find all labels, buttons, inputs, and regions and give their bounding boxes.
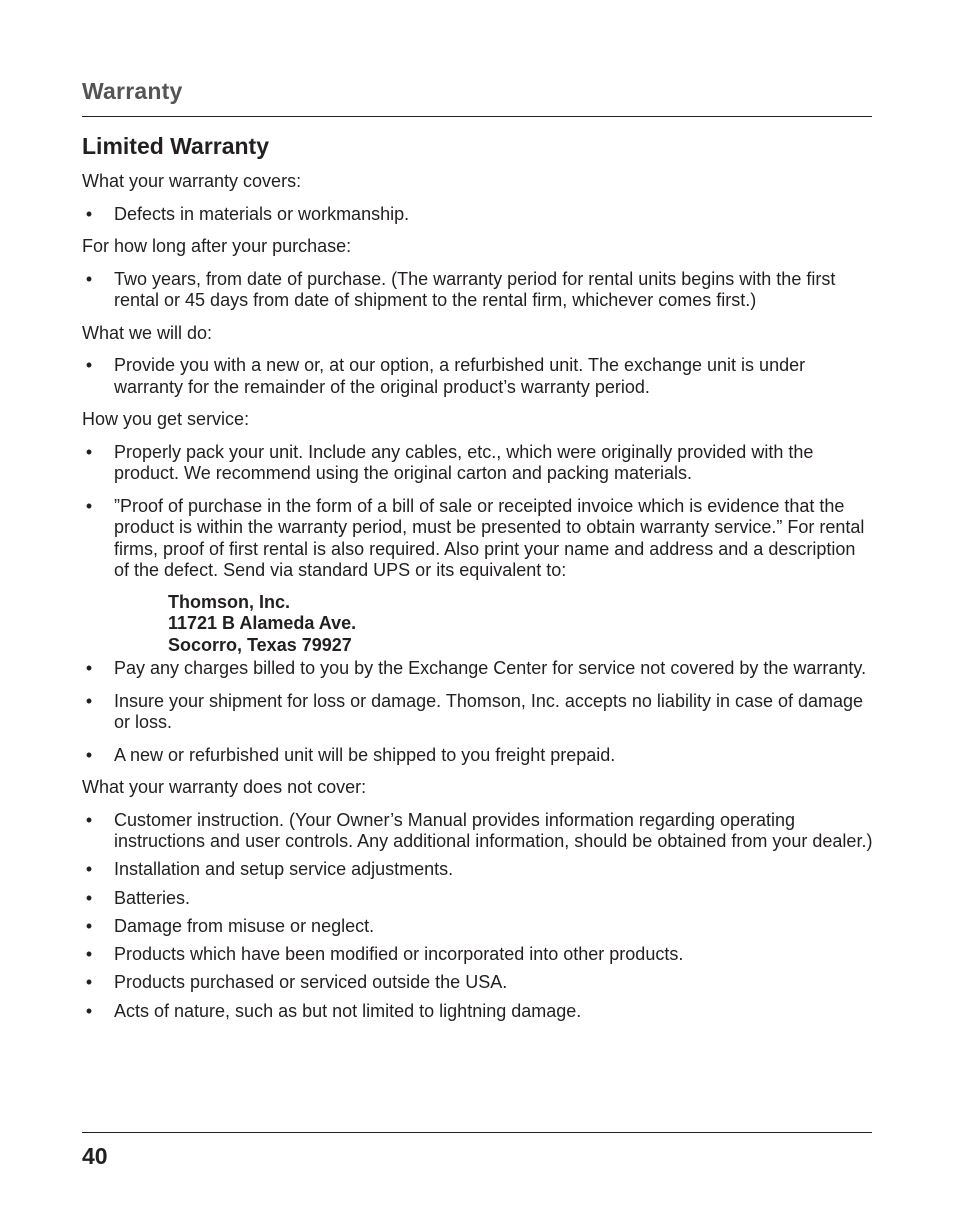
duration-label: For how long after your purchase: [82,236,352,256]
bullet-icon: • [85,355,93,375]
page-title: Limited Warranty [82,133,270,159]
list-item: • Defects in materials or workmanship. [82,204,874,226]
list-item: • Acts of nature, such as but not limited to lightning damage. [82,1001,874,1023]
address-line: Socorro, Texas 79927 [168,634,352,655]
list-item: • Customer instruction. (Your Owner’s Manual provides information regarding operating instructions and user controls. Any additional information, should be obtained from your dealer.) [82,810,874,853]
list-item: • Batteries. [82,888,874,910]
bullet-icon: • [85,944,93,965]
not-cover-list [82,810,874,1023]
list-item: • ”Proof of purchase in the form of a bill of sale or receipted invoice which is evidence that the product is within the warranty period, must be presented to obtain warranty service.” For rental firms, proof of first rental is also required. Also print your name and address and a description of the defect. Send via standard UPS or its equivalent to: [82,496,874,582]
list-item: • Products purchased or serviced outside the USA. [82,972,874,994]
bullet-icon: • [85,441,93,462]
bullet-icon: • [85,658,93,678]
list-item: • Two years, from date of purchase. (The warranty period for rental units begins with the first rental or 45 days from date of shipment to the rental firm, whichever comes first.) [82,269,874,312]
covers-label: What your warranty covers: [82,171,302,191]
list-item: • Pay any charges billed to you by the Exchange Center for service not covered by the warranty. [82,658,874,680]
bullet-icon: • [85,887,93,908]
address-line: 11721 B Alameda Ave. [168,613,357,633]
page-number: 40 [82,1143,108,1169]
service-list-continued [82,658,874,766]
bullet-icon: • [85,972,93,993]
bullet-icon: • [85,744,93,765]
list-item: • Products which have been modified or incorporated into other products. [82,944,874,966]
header-divider [82,116,872,117]
list-item: • Provide you with a new or, at our option, a refurbished unit. The exchange unit is under warranty for the remainder of the original product’s warranty period. [82,355,874,398]
list-item: • Damage from misuse or neglect. [82,916,874,938]
we-do-label: What we will do: [82,322,213,343]
bullet-icon: • [85,859,93,880]
list-item: • Insure your shipment for loss or damage. Thomson, Inc. accepts no liability in case of damage or loss. [82,691,874,734]
list-item: • Properly pack your unit. Include any cables, etc., which were originally provided with the product. We recommend using the original carton and packing materials. [82,442,874,485]
service-list [82,442,874,582]
section-header: Warranty [82,78,183,104]
bullet-icon: • [85,1000,93,1021]
list-item: • A new or refurbished unit will be shipped to you freight prepaid. [82,745,874,767]
exchange-center-address [168,592,874,657]
bullet-icon: • [85,915,93,936]
not-cover-label: What your warranty does not cover: [82,777,367,797]
covers-list [82,204,874,226]
service-label: How you get service: [82,409,250,429]
bullet-icon: • [85,495,93,516]
address-line: Thomson, Inc. [168,591,291,612]
warranty-content [82,131,874,1029]
bullet-icon: • [85,203,93,224]
list-item: • Installation and setup service adjustments. [82,859,874,881]
footer-divider [82,1132,872,1133]
bullet-icon: • [85,809,93,830]
we-do-list [82,355,874,398]
duration-list [82,269,874,312]
bullet-icon: • [85,690,93,711]
bullet-icon: • [85,268,93,289]
